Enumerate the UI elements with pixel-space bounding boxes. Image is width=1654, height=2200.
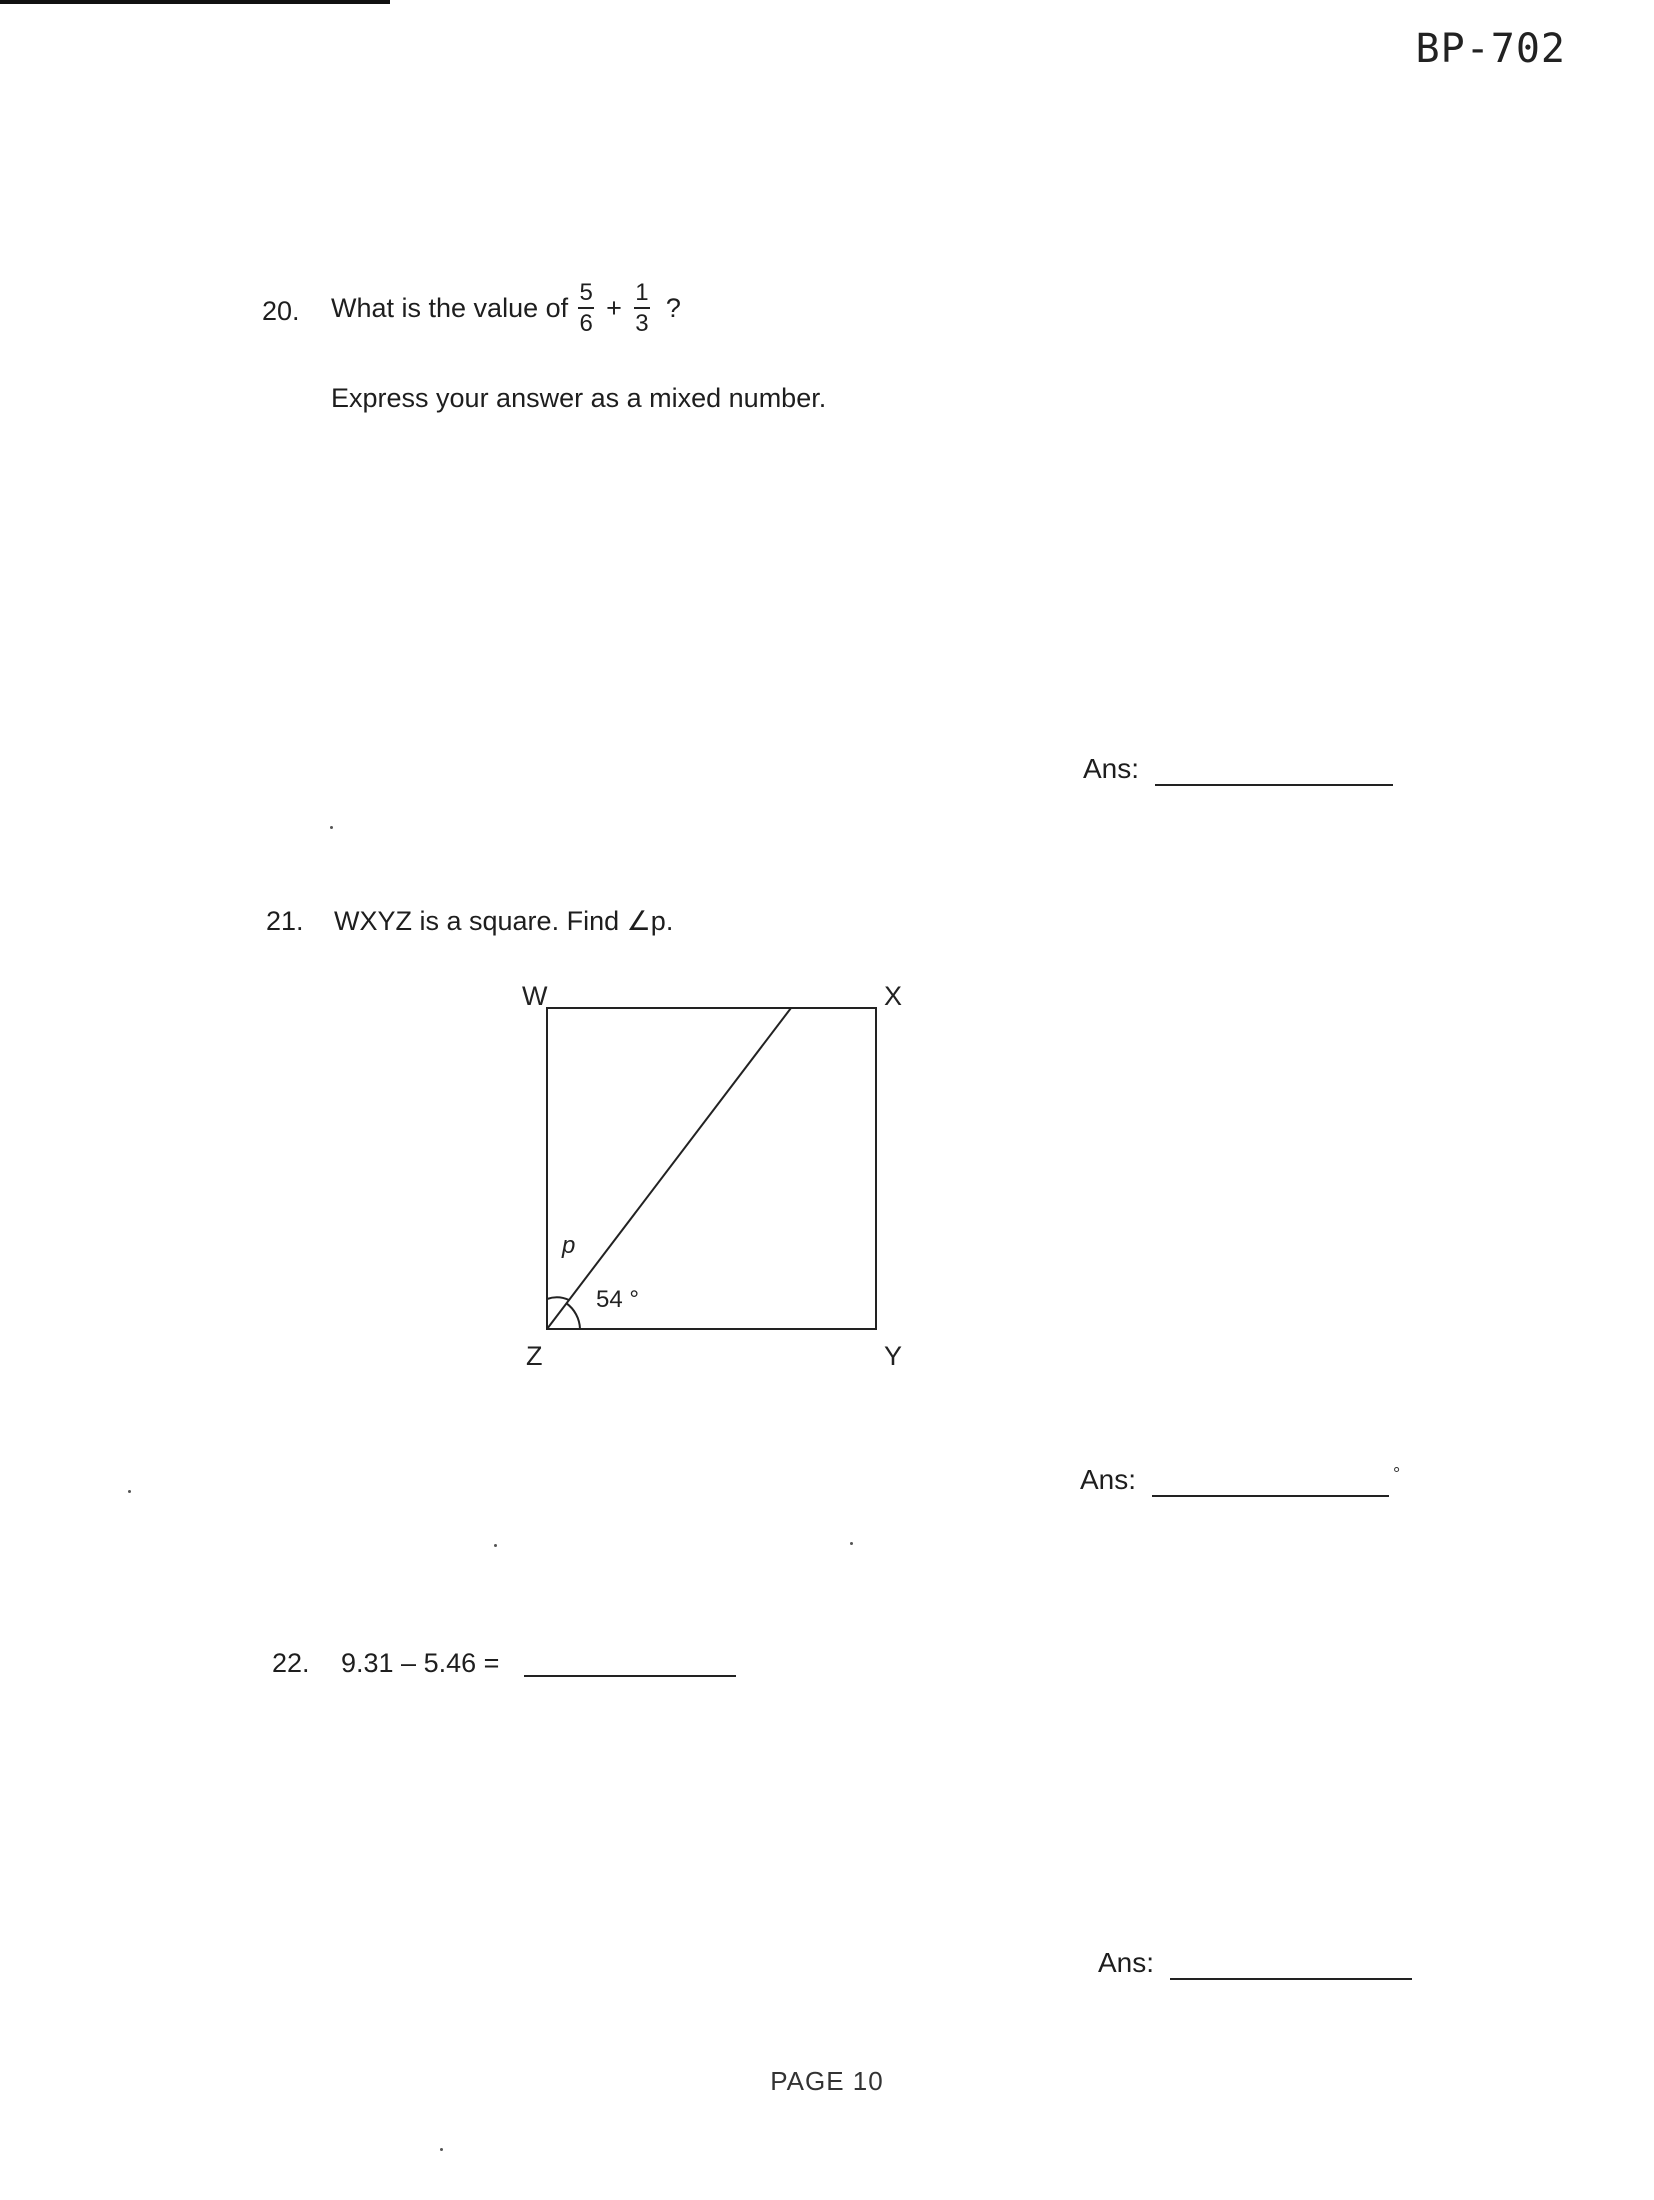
question-22-answer-line[interactable] (1170, 1978, 1412, 1980)
question-20-instruction: Express your answer as a mixed number. (331, 383, 827, 413)
question-22-answer-label: Ans: (1098, 1947, 1155, 1978)
document-code: BP-702 (1415, 26, 1566, 72)
stray-mark (330, 826, 333, 829)
fraction-five-sixths (578, 280, 594, 336)
vertex-label-x: X (884, 981, 903, 1011)
angle-arc-p (547, 1297, 569, 1300)
fraction-numerator: 1 (635, 279, 649, 306)
question-20-number: 20. (262, 296, 300, 326)
question-20-lead: What is the value of (331, 292, 569, 323)
square-wxyz-diagram (500, 975, 920, 1385)
question-20-answer-label: Ans: (1083, 753, 1140, 784)
degree-unit: ° (1393, 1464, 1401, 1484)
fraction-denominator: 6 (579, 310, 593, 338)
fraction-numerator: 5 (579, 279, 593, 306)
square-outline (547, 1008, 876, 1329)
vertex-label-y: Y (884, 1341, 903, 1371)
diagonal-segment (547, 1008, 791, 1329)
stray-mark (440, 2148, 443, 2151)
question-20-answer-line[interactable] (1155, 784, 1393, 786)
top-edge-mark (0, 0, 390, 4)
stray-mark (850, 1542, 853, 1545)
page-number: PAGE 10 (770, 2066, 884, 2096)
question-22-number: 22. (272, 1648, 310, 1678)
question-20-text (331, 280, 681, 336)
question-21-answer-line[interactable] (1152, 1495, 1389, 1497)
plus-operator: + (606, 292, 622, 323)
angle-label-p: p (562, 1232, 576, 1259)
fraction-denominator: 3 (635, 310, 649, 338)
question-22-inline-answer-line[interactable] (524, 1675, 736, 1677)
stray-mark (128, 1490, 131, 1493)
fraction-bar (634, 307, 650, 309)
question-21-number: 21. (266, 906, 304, 936)
question-21-answer-label: Ans: (1080, 1464, 1137, 1495)
vertex-label-w: W (522, 981, 548, 1011)
question-22-expression: 9.31 – 5.46 = (341, 1648, 500, 1678)
angle-arc-54 (566, 1303, 580, 1329)
question-21-text: WXYZ is a square. Find ∠p. (334, 906, 674, 936)
fraction-bar (578, 307, 594, 309)
question-mark: ? (665, 292, 681, 323)
stray-mark (494, 1544, 497, 1547)
angle-label-54: 54 ° (596, 1286, 639, 1313)
fraction-one-third (634, 280, 650, 336)
vertex-label-z: Z (526, 1341, 543, 1371)
